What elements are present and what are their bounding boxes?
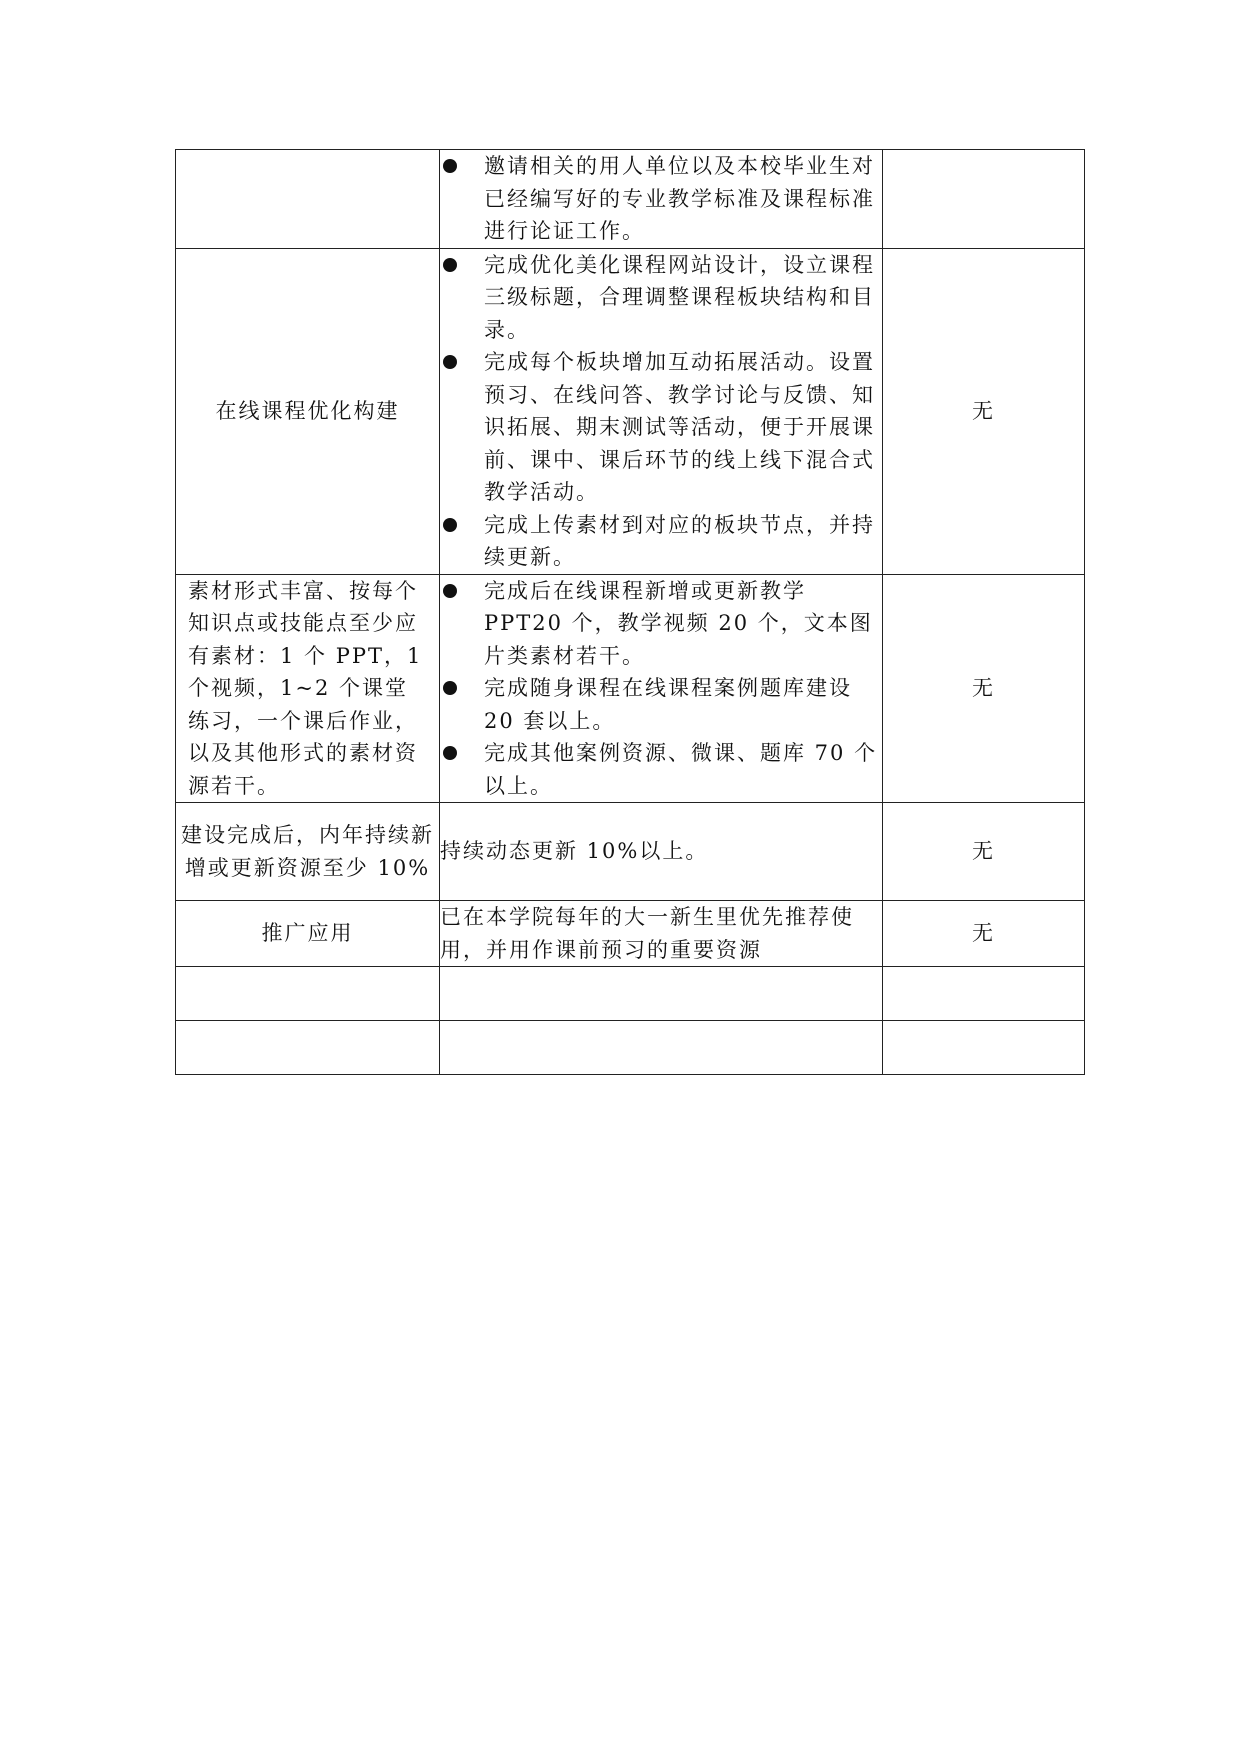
content-text: 已在本学院每年的大一新生里优先推荐使用，并用作课前预习的重要资源 [440, 905, 854, 962]
bullet-icon [443, 681, 457, 695]
content-text: 持续动态更新 10%以上。 [440, 839, 709, 864]
content-cell [440, 1021, 883, 1075]
list-item: 完成后在线课程新增或更新教学 PPT20 个，教学视频 20 个，文本图片类素材若干。 [440, 575, 882, 673]
item-name-cell: 素材形式丰富、按每个知识点或技能点至少应有素材：1 个 PPT，1 个视频，1~2 个课堂练习，一个课后作业，以及其他形式的素材资源若干。 [176, 574, 440, 803]
table-row [176, 803, 1085, 901]
item-name-cell: 推广应用 [176, 901, 440, 967]
result-cell: 无 [883, 901, 1085, 967]
result-cell: 无 [883, 248, 1085, 574]
bullet-list [440, 249, 882, 574]
table-row [176, 574, 1085, 803]
result-cell: 无 [883, 574, 1085, 803]
bullet-icon [443, 355, 457, 369]
bullet-icon [443, 518, 457, 532]
list-item: 完成每个板块增加互动拓展活动。设置预习、在线问答、教学讨论与反馈、知识拓展、期末测试等活动，便于开展课前、课中、课后环节的线上线下混合式教学活动。 [440, 346, 882, 509]
result-cell [883, 967, 1085, 1021]
bullet-icon [443, 159, 457, 173]
list-item: 完成上传素材到对应的板块节点，并持续更新。 [440, 509, 882, 574]
content-cell [440, 574, 883, 803]
result-cell [883, 150, 1085, 249]
content-cell [440, 150, 883, 249]
item-name-cell [176, 1021, 440, 1075]
item-name-cell: 建设完成后，内年持续新增或更新资源至少 10% [176, 803, 440, 901]
item-name-cell [176, 150, 440, 249]
table-row [176, 901, 1085, 967]
result-cell: 无 [883, 803, 1085, 901]
bullet-icon [443, 746, 457, 760]
list-item: 完成其他案例资源、微课、题库 70 个以上。 [440, 737, 882, 802]
content-cell [440, 967, 883, 1021]
bullet-list [440, 150, 882, 248]
list-item: 完成优化美化课程网站设计，设立课程三级标题，合理调整课程板块结构和目录。 [440, 249, 882, 347]
table-row [176, 967, 1085, 1021]
result-cell [883, 1021, 1085, 1075]
project-table [175, 149, 1085, 1075]
bullet-icon [443, 258, 457, 272]
item-name-cell [176, 967, 440, 1021]
content-cell [440, 248, 883, 574]
table-row [176, 248, 1085, 574]
table-row [176, 1021, 1085, 1075]
list-item: 完成随身课程在线课程案例题库建设 20 套以上。 [440, 672, 882, 737]
bullet-icon [443, 584, 457, 598]
item-name-cell: 在线课程优化构建 [176, 248, 440, 574]
content-cell [440, 901, 883, 967]
table-row [176, 150, 1085, 249]
list-item: 邀请相关的用人单位以及本校毕业生对已经编写好的专业教学标准及课程标准进行论证工作。 [440, 150, 882, 248]
content-cell [440, 803, 883, 901]
bullet-list [440, 575, 882, 803]
